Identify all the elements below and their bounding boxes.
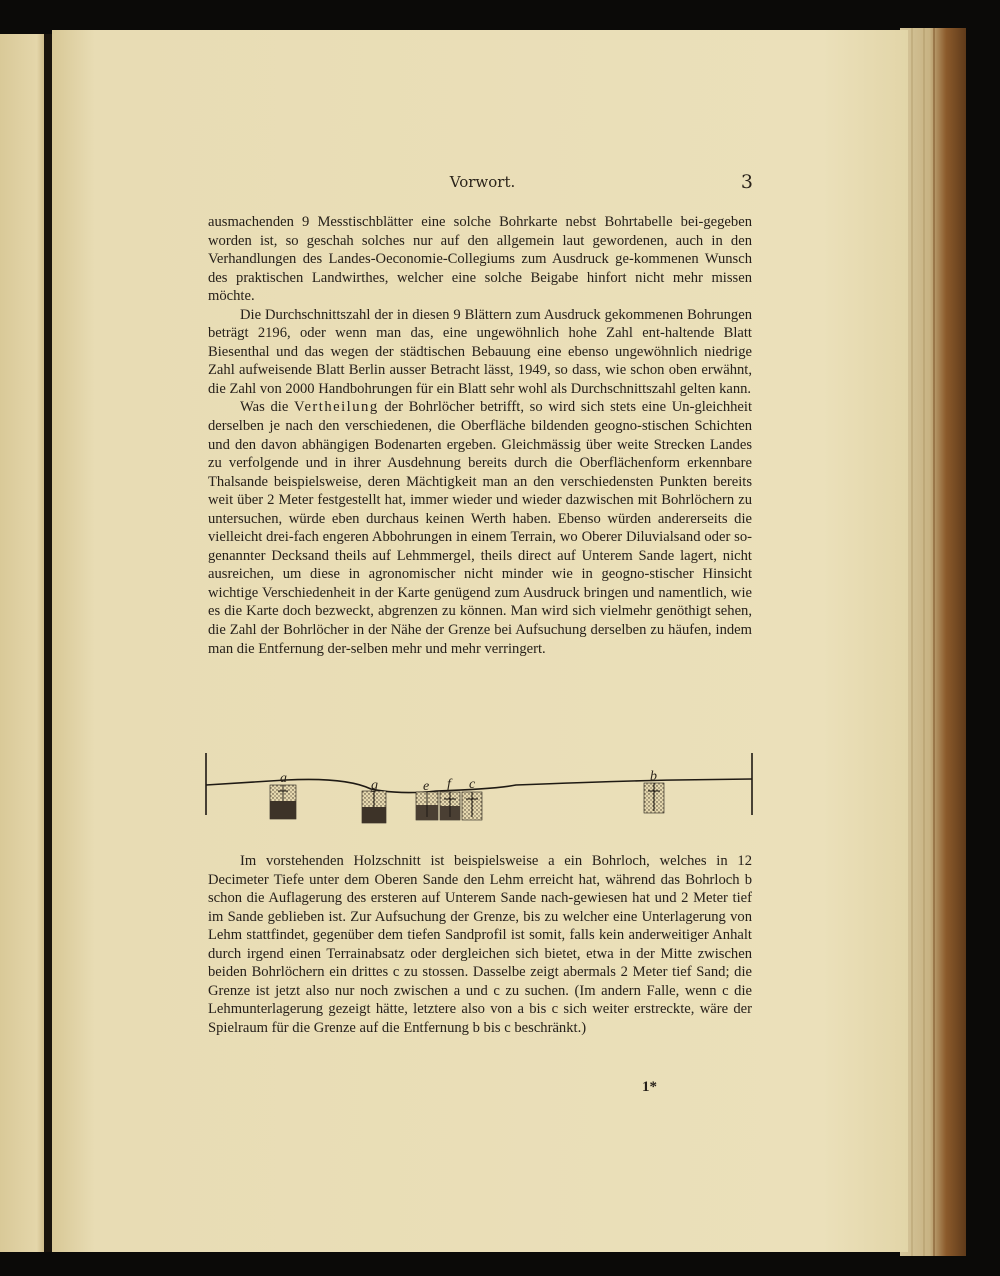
- text-run: Die Durchschnittszahl der in diesen 9 Blättern zum Ausdruck gekommenen Bohrungen beträgt 2196, oder wenn man das, eine ungewöhnlich hohe Zahl ent-haltende Blatt Biesenthal und das wegen der städtischen Bebauung eine ebenso ungewöhnlich niedrige Zahl aufweisende Blatt Berlin ausser Betracht lässt, 1949, so dass, wie schon oben erwähnt, die Zahl von 2000 Handbohrungen für ein Blatt sehr wohl als Durchschnittszahl gelten kann.: [208, 306, 752, 397]
- page-number: 3: [740, 171, 753, 193]
- paragraph: [208, 306, 752, 399]
- figure-label-g: g: [371, 778, 378, 793]
- borehole-a: [270, 785, 296, 819]
- body-text-lower: [208, 852, 752, 1037]
- woodcut-figure: [196, 745, 762, 835]
- paragraph: [208, 213, 752, 306]
- text-run: Im vorstehenden Holzschnitt ist beispielsweise a ein Bohrloch, welches in 12 Decimeter Tiefe unter dem Oberen Sande den Lehm erreicht hat, während das Bohrloch b schon die Auflagerung des ersteren auf Unterem Sande nach-gewiesen hat und 2 Meter tief im Sande geblieben ist. Zur Aufsuchung der Grenze, bis zu welcher eine Unterlagerung von Lehm stattfindet, gegenüber dem tiefen Sandprofil ist somit, falls kein anderweitiger Anhalt durch irgend einen Terrainabsatz oder dergleichen sich bietet, etwa in der Mitte zwischen beiden Bohrlöchern ein drittes c zu stossen. Dasselbe zeigt abermals 2 Meter tief Sand; die Grenze ist jetzt also nur noch zwischen a und c zu suchen. (Im andern Falle, wenn c die Lehmunterlagerung gezeigt hätte, letztere also von a bis c sich weiter erstreckte, wäre der Spielraum für die Grenze auf die Entfernung b bis c beschränkt.): [208, 853, 752, 1036]
- figure-label-f: f: [447, 777, 451, 792]
- paragraph: [208, 852, 752, 1037]
- text-run: Was die: [240, 399, 295, 416]
- text-run: ausmachenden 9 Messtischblätter eine solche Bohrkarte nebst Bohrtabelle bei-gegeben worden ist, so geschah solches nur auf den allgemein laut gewordenen, auch in den Verhandlungen des Landes-Oeconomie-Collegiums zum Ausdruck ge-kommenen Wunsch des praktischen Landwirthes, welcher eine solche Beigabe hinfort nicht mehr missen möchte.: [208, 214, 752, 305]
- borehole-g: [362, 791, 386, 823]
- running-head: [210, 173, 755, 195]
- signature-mark: 1*: [642, 1079, 657, 1095]
- text-run: der Bohrlöcher betrifft, so wird sich stets eine Un-gleichheit derselben je nach den verschiedenen, die Oberfläche bildenden geogno-stischen Schichten und den davon abhängigen Bodenarten ergeben. Gleichmässig über weite Strecken Landes zu verfolgende und in ihrer Ausdehnung bereits durch die Oberflächenform erkennbare Thalsande beispielsweise, deren Mächtigkeit man an den verschiedensten Punkten bereits weit über 2 Meter festgestellt hat, immer wieder und wieder dazwischen mit Bohrlöchern zu untersuchen, würde eben durchaus keinen Werth haben. Ebenso würden andererseits die vielleicht drei-fach engeren Abbohrungen in einem Terrain, wo Oberer Diluvialsand oder so-genannter Decksand theils auf Lehmmergel, theils direct auf Unterem Sande lagert, nicht ausreichen, um diese in agronomischer nicht minder wie in geogno-stischer Hinsicht wichtige Verschiedenheit in der Karte genügend zum Ausdruck bringen und namentlich, wie es die Karte doch bezweckt, abgrenzen zu können. Man wird sich vielmehr genöthigt sehen, die Zahl der Bohrlöcher in der Nähe der Grenze bei Aufsuchung derselben zu häufen, indem man die Entfernung der-selben mehr und mehr verringert.: [208, 399, 752, 657]
- body-text-upper: [208, 213, 752, 658]
- borehole-c: [462, 792, 482, 820]
- borehole-f: [440, 792, 460, 820]
- figure-label-b: b: [650, 769, 657, 784]
- figure-label-a: a: [280, 771, 287, 786]
- paragraph: [208, 398, 752, 658]
- figure-label-e: e: [423, 779, 430, 794]
- running-title: Vorwort.: [449, 173, 516, 191]
- borehole-b: [644, 783, 664, 813]
- borehole-e: [416, 792, 438, 820]
- spaced-emphasis: Vertheilung: [294, 399, 379, 416]
- figure-label-c: c: [469, 777, 476, 792]
